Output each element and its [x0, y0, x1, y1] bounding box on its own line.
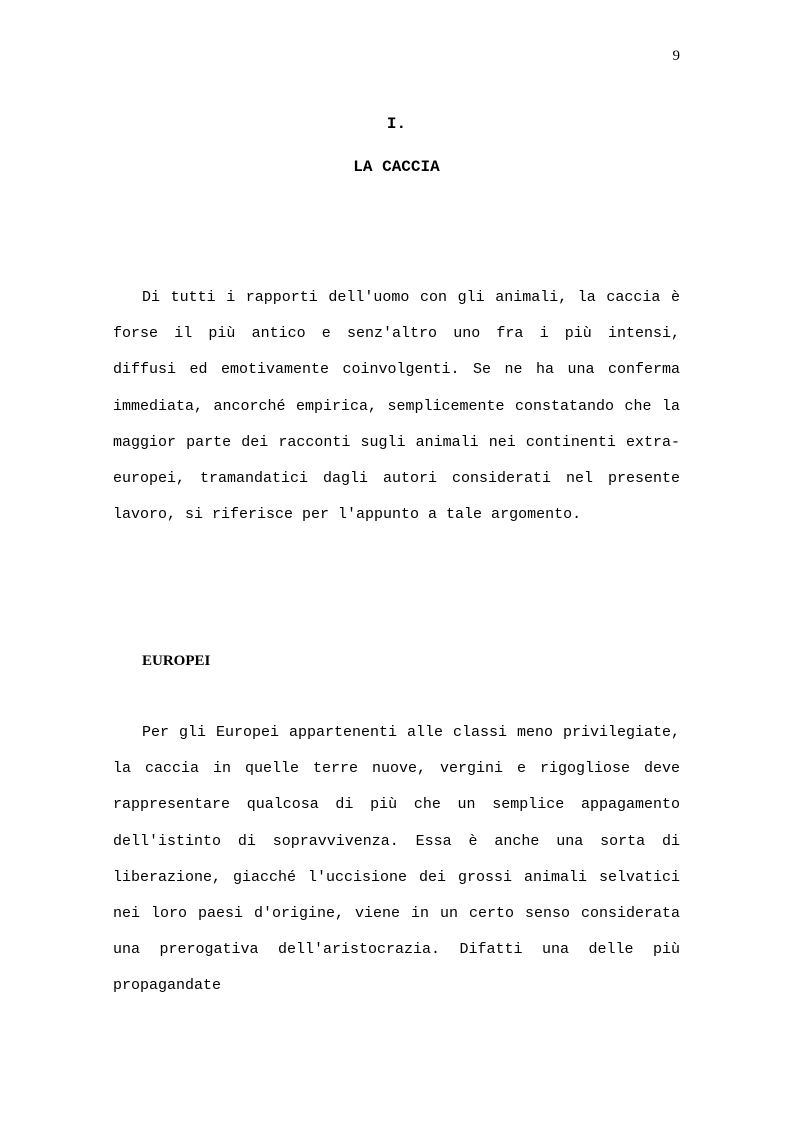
chapter-title: LA CACCIA — [353, 158, 440, 176]
chapter-number: I. — [386, 115, 407, 133]
page-number: 9 — [672, 48, 680, 64]
section-heading-europei: EUROPEI — [142, 653, 211, 669]
intro-paragraph: Di tutti i rapporti dell'uomo con gli animali, la caccia è forse il più antico e senz'altro uno fra i più intensi, diffusi ed emotivamente coinvolgenti. Se ne ha una conferma immediata, ancorché empirica, semplicemente constatando che la maggior parte dei racconti sugli animali nei continenti extra-europei, tramandatici dagli autori considerati nel presente lavoro, si riferisce per l'appunto a tale argomento. — [113, 289, 680, 524]
europei-paragraph: Per gli Europei appartenenti alle classi meno privilegiate, la caccia in quelle terre nuove, vergini e rigogliose deve rappresentare qualcosa di più che un semplice appagamento dell'istinto di sopravvivenza. Essa è anche una sorta di liberazione, giacché l'uccisione dei grossi animali selvatici nei loro paesi d'origine, viene in un certo senso considerata una prerogativa dell'aristocrazia. Difatti una delle più propagandate — [113, 724, 680, 995]
